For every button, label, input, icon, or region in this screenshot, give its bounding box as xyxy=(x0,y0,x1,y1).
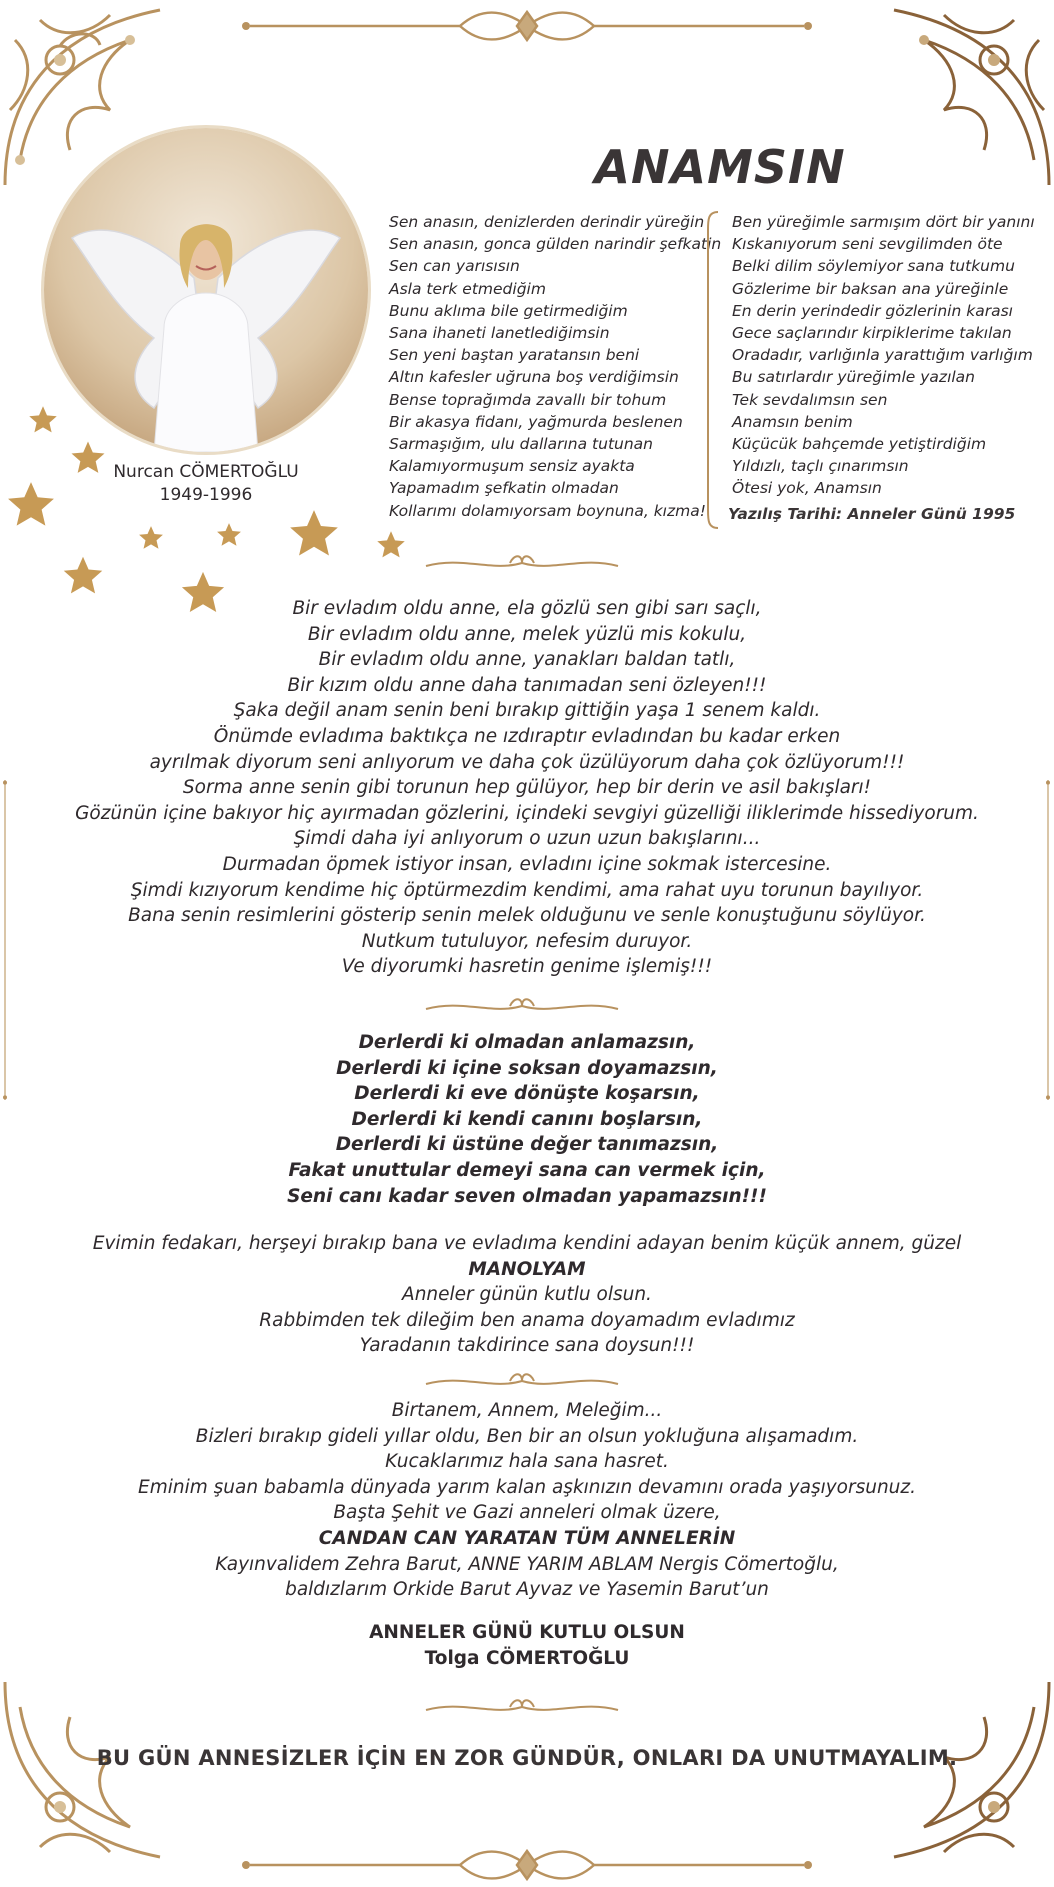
poem-divider-bracket-icon xyxy=(702,210,722,530)
text-line: Bizleri bırakıp gideli yıllar oldu, Ben bir an olsun yokluğuna alışamadım. xyxy=(195,1425,859,1447)
poem-line: Gözlerime bir baksan ana yüreğinle xyxy=(732,279,1009,298)
star-icon xyxy=(62,555,104,597)
poem-line: Bir akasya fidanı, yağmurda beslenen xyxy=(389,412,683,431)
right-border-line-icon xyxy=(1046,700,1050,1180)
text-line: Derlerdi ki eve dönüşte koşarsın, xyxy=(354,1083,700,1105)
poem-line: Sen yeni baştan yaratansın beni xyxy=(389,346,640,365)
text-line: Önümde evladıma baktıkça ne ızdıraptır evladından bu kadar erken xyxy=(213,725,841,747)
text-line: Kayınvalidem Zehra Barut, ANNE YARIM ABLAM Nergis Cömertoğlu, xyxy=(215,1553,839,1575)
star-icon xyxy=(28,405,58,435)
corner-flourish-bottom-left-icon xyxy=(0,1657,190,1887)
text-line: Birtanem, Annem, Meleğim... xyxy=(391,1400,663,1421)
letter-paragraph-3 xyxy=(60,1231,994,1359)
poem-line: Küçücük bahçemde yetiştirdiğim xyxy=(732,435,987,454)
text-line: Kucaklarımız hala sana hasret. xyxy=(385,1451,669,1473)
signature: Tolga CÖMERTOĞLU xyxy=(424,1647,630,1669)
text-line: Rabbimden tek dileğim ben anama doyamadım evladımız xyxy=(259,1309,795,1331)
text-line: ayrılmak diyorum seni anlıyorum ve daha çok üzülüyorum daha çok özlüyorum!!! xyxy=(149,751,905,773)
top-border-ornament-icon xyxy=(240,6,814,46)
poem-line: Kıskanıyorum seni sevgilimden öte xyxy=(732,235,1003,254)
poem-line: Sen can yarısısın xyxy=(389,257,520,276)
greeting-text: ANNELER GÜNÜ KUTLU OLSUN xyxy=(369,1622,685,1643)
letter-paragraph-4 xyxy=(60,1398,994,1603)
text-line: Eminim şuan babamla dünyada yarım kalan aşkınızın devamını orada yaşıyorsunuz. xyxy=(138,1476,916,1498)
text-line: Bir evladım oldu anne, yanakları baldan tatlı, xyxy=(318,649,736,671)
poem-line: Kollarımı dolamıyorsam boynuna, kızma! xyxy=(389,501,706,520)
text-line: Derlerdi ki içine soksan doyamazsın, xyxy=(336,1057,718,1079)
star-icon xyxy=(288,508,340,560)
text-line: Bir evladım oldu anne, ela gözlü sen gibi sarı saçlı, xyxy=(292,598,762,619)
poem-line: Kalamıyormuşum sensiz ayakta xyxy=(389,457,635,476)
text-line: Sorma anne senin gibi torunun hep gülüyor, hep bir derin ve asil bakışları! xyxy=(182,777,872,799)
poem-line: Yıldızlı, taçlı çınarımsın xyxy=(732,457,909,476)
poem-line: En derin yerindedir gözlerinin karası xyxy=(732,301,1013,320)
text-line: Bir evladım oldu anne, melek yüzlü mis kokulu, xyxy=(307,623,747,645)
poem-right-column xyxy=(732,211,1035,500)
page-title: ANAMSIN xyxy=(594,140,846,194)
star-icon xyxy=(216,522,242,548)
text-line: Ve diyorumki hasretin genime işlemiş!!! xyxy=(341,956,713,978)
poem-line: Sen anasın, denizlerden derindir yüreğin xyxy=(389,213,705,231)
poem-line: Tek sevdalımsın sen xyxy=(732,390,888,409)
text-line: Derlerdi ki kendi canını boşlarsın, xyxy=(351,1108,703,1130)
text-line: Derlerdi ki üstüne değer tanımazsın, xyxy=(335,1134,719,1156)
star-icon xyxy=(70,440,106,476)
bottom-border-ornament-icon xyxy=(240,1845,814,1885)
poem-line: Altın kafesler uğruna boş verdiğimsin xyxy=(389,368,679,387)
poem-line: Sarmaşığım, ulu dallarına tutunan xyxy=(389,435,653,454)
star-icon xyxy=(6,480,56,530)
poem-line: Belki dilim söylemiyor sana tutkumu xyxy=(732,257,1015,276)
text-line: Bir kızım oldu anne daha tanımadan seni özleyen!!! xyxy=(287,674,767,696)
poem-line: Asla terk etmediğim xyxy=(389,279,546,298)
star-icon xyxy=(138,525,164,551)
text-line: Şimdi kızıyorum kendime hiç öptürmezdim kendimi, ama rahat uyu torunun bayılıyor. xyxy=(130,879,924,901)
text-line: Başta Şehit ve Gazi anneleri olmak üzere, xyxy=(333,1502,721,1524)
angel-wings-icon xyxy=(44,128,368,452)
footer-message: BU GÜN ANNESİZLER İÇİN EN ZOR GÜNDÜR, ONLARI DA UNUTMAYALIM. xyxy=(96,1746,958,1770)
text-line: Şaka değil anam senin beni bırakıp gittiğin yaşa 1 senem kaldı. xyxy=(233,700,821,722)
scroll-divider-icon xyxy=(422,1370,622,1392)
text-line: Şimdi daha iyi anlıyorum o uzun uzun bakışlarını... xyxy=(293,828,761,850)
poem-line: Bunu aklıma bile getirmediğim xyxy=(389,301,628,320)
scroll-divider-icon xyxy=(422,1696,622,1718)
text-line: Seni canı kadar seven olmadan yapamazsın!!! xyxy=(287,1185,767,1207)
poem-line: Anamsın benim xyxy=(732,412,853,431)
written-date: Yazılış Tarihi: Anneler Günü 1995 xyxy=(728,505,1016,523)
poem-line: Sana ihaneti lanetlediğimsin xyxy=(389,324,610,343)
poem-line: Yapamadım şefkatin olmadan xyxy=(389,479,619,498)
text-line: Evimin fedakarı, herşeyi bırakıp bana ve evladıma kendini adayan benim küçük annem, güzel xyxy=(92,1233,962,1254)
text-line: Fakat unuttular demeyi sana can vermek için, xyxy=(288,1159,766,1181)
text-line: Yaradanın takdirince sana doysun!!! xyxy=(359,1335,695,1357)
star-icon xyxy=(376,530,406,560)
poem-line: Gece saçlarındır kirpiklerime takılan xyxy=(732,324,1012,343)
scroll-divider-icon xyxy=(422,995,622,1017)
poem-line: Sen anasın, gonca gülden narindir şefkatin xyxy=(389,235,722,254)
poem-line: Bense toprağımda zavallı bir tohum xyxy=(389,390,667,409)
memorial-photo xyxy=(44,128,368,452)
text-line: Bana senin resimlerini gösterip senin melek olduğunu ve senle konuştuğunu söylüyor. xyxy=(128,905,926,927)
text-line: Anneler günün kutlu olsun. xyxy=(402,1284,652,1306)
mother-nickname: MANOLYAM xyxy=(468,1258,586,1280)
poem-line: Bu satırlardır yüreğimle yazılan xyxy=(732,368,975,387)
text-line: Durmadan öpmek istiyor insan, evladını içine sokmak istercesine. xyxy=(222,853,832,875)
text-line: Derlerdi ki olmadan anlamazsın, xyxy=(358,1032,696,1053)
scroll-divider-icon xyxy=(422,552,622,574)
text-line: Gözünün içine bakıyor hiç ayırmadan gözlerini, içindeki sevgiyi güzelliği iliklerimde hissediyorum. xyxy=(75,802,979,824)
greeting-block xyxy=(60,1620,994,1671)
corner-flourish-top-right-icon xyxy=(864,0,1054,190)
poem-line: Ötesi yok, Anamsın xyxy=(732,479,882,498)
left-border-line-icon xyxy=(3,700,7,1180)
letter-paragraph-1 xyxy=(60,596,994,980)
poem-line: Oradadır, varlığınla yarattığım varlığım xyxy=(732,346,1033,365)
person-years: 1949-1996 xyxy=(159,485,253,505)
corner-flourish-bottom-right-icon xyxy=(864,1657,1054,1887)
poem-left-column xyxy=(389,211,721,522)
letter-paragraph-2 xyxy=(60,1030,994,1209)
text-line: Nutkum tutuluyor, nefesim duruyor. xyxy=(361,930,693,952)
highlight-line: CANDAN CAN YARATAN TÜM ANNELERİN xyxy=(318,1527,736,1549)
text-line: baldızlarım Orkide Barut Ayvaz ve Yasemin Barut’un xyxy=(285,1579,769,1601)
poem-line: Ben yüreğimle sarmışım dört bir yanını xyxy=(732,213,1035,231)
person-name: Nurcan CÖMERTOĞLU xyxy=(113,462,299,482)
